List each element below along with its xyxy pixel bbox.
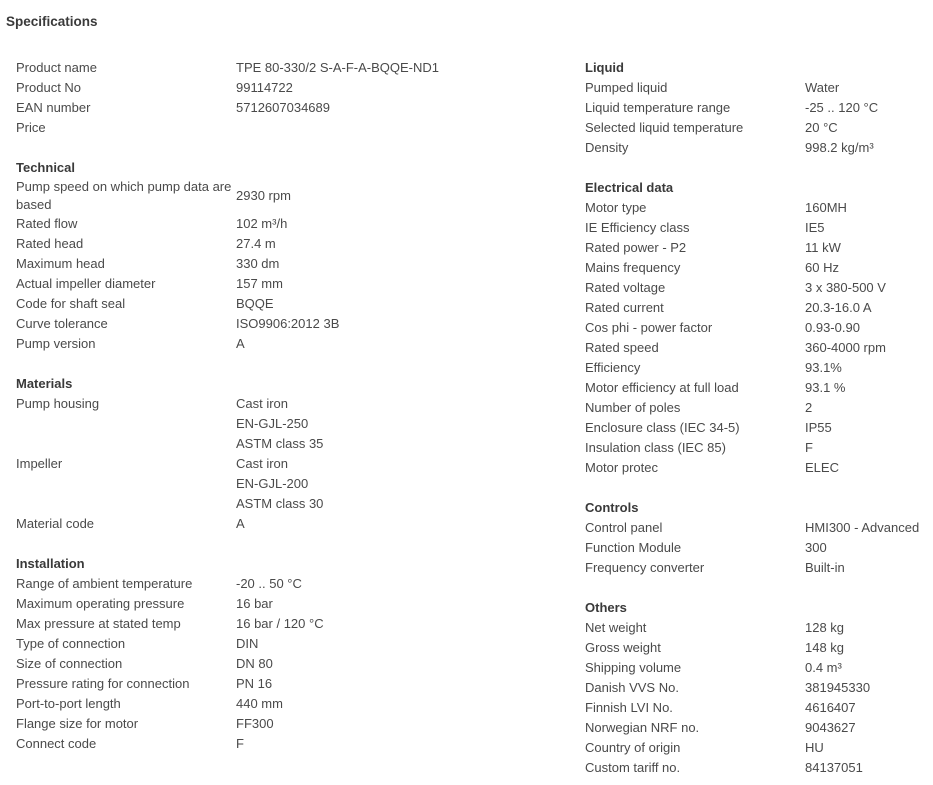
spec-row (16, 454, 556, 514)
spec-label: Rated power - P2 (585, 240, 687, 255)
spec-label: Efficiency (585, 360, 641, 375)
electrical-section (585, 178, 930, 478)
spec-row (585, 678, 930, 698)
section-title-technical: Technical (16, 160, 76, 175)
spec-label: Actual impeller diameter (16, 276, 156, 291)
spec-label: Country of origin (585, 740, 681, 755)
spec-label: Connect code (16, 736, 97, 751)
spec-label: Danish VVS No. (585, 680, 679, 695)
spec-label: EAN number (16, 100, 91, 115)
spec-value: 330 dm (236, 256, 280, 271)
technical-section (16, 158, 556, 354)
spec-label: IE Efficiency class (585, 220, 690, 235)
spec-value: HU (805, 740, 824, 755)
spec-row (16, 58, 556, 78)
spec-row (585, 378, 930, 398)
spec-value: 300 (805, 540, 827, 555)
spec-row (16, 274, 556, 294)
spec-value: 0.93-0.90 (805, 320, 860, 335)
spec-value: Water (805, 80, 840, 95)
spec-row (585, 618, 930, 638)
section-title-controls: Controls (585, 500, 639, 515)
spec-row (585, 558, 930, 578)
spec-label: Type of connection (16, 636, 126, 651)
spec-value: ELEC (805, 460, 839, 475)
spec-value: 99114722 (236, 80, 293, 95)
spec-row (16, 178, 556, 214)
spec-row (585, 138, 930, 158)
spec-label: Cos phi - power factor (585, 320, 713, 335)
spec-value: DIN (236, 636, 259, 651)
spec-row (16, 334, 556, 354)
spec-row (585, 758, 930, 778)
spec-value: 2930 rpm (236, 188, 291, 203)
spec-row (585, 438, 930, 458)
spec-value: FF300 (236, 716, 274, 731)
spec-label: Shipping volume (585, 660, 682, 675)
section-title-liquid: Liquid (585, 60, 624, 75)
spec-label: Pressure rating for connection (16, 676, 190, 691)
spec-value: -20 .. 50 °C (236, 576, 302, 591)
spec-value: IP55 (805, 420, 832, 435)
spec-value: -25 .. 120 °C (805, 100, 879, 115)
spec-value: 998.2 kg/m³ (805, 140, 874, 155)
spec-label: Material code (16, 516, 95, 531)
spec-label: Max pressure at stated temp (16, 616, 181, 631)
liquid-section (585, 58, 930, 158)
spec-label: Rated current (585, 300, 664, 315)
spec-row (16, 118, 556, 138)
right-column (585, 58, 930, 778)
spec-label: Function Module (585, 540, 682, 555)
spec-label: Mains frequency (585, 260, 681, 275)
spec-value: 381945330 (805, 680, 871, 695)
spec-value: DN 80 (236, 656, 273, 671)
spec-row (16, 294, 556, 314)
spec-label: Flange size for motor (16, 716, 139, 731)
spec-label: Curve tolerance (16, 316, 108, 331)
spec-label: Rated head (16, 236, 84, 251)
spec-row (585, 358, 930, 378)
spec-value-line: Cast iron (236, 456, 289, 471)
spec-row (585, 418, 930, 438)
installation-section (16, 554, 556, 754)
spec-value: F (805, 440, 813, 455)
spec-label: Product name (16, 60, 97, 75)
spec-row (585, 98, 930, 118)
spec-label: Rated speed (585, 340, 659, 355)
spec-row (16, 314, 556, 334)
spec-label: Selected liquid temperature (585, 120, 744, 135)
spec-label: Gross weight (585, 640, 661, 655)
spec-row (585, 738, 930, 758)
spec-value: A (236, 336, 245, 351)
spec-value (236, 454, 556, 514)
spec-row (585, 718, 930, 738)
spec-row (16, 78, 556, 98)
left-column (16, 58, 556, 754)
spec-label: Product No (16, 80, 82, 95)
spec-row (16, 514, 556, 534)
spec-label: Pumped liquid (585, 80, 668, 95)
spec-value: 93.1% (805, 360, 842, 375)
spec-value: 27.4 m (236, 236, 276, 251)
spec-row (16, 734, 556, 754)
spec-value: 148 kg (805, 640, 845, 655)
spec-label: Control panel (585, 520, 663, 535)
spec-row (585, 658, 930, 678)
spec-value: 20 °C (805, 120, 838, 135)
spec-row (585, 278, 930, 298)
spec-label: Insulation class (IEC 85) (585, 440, 726, 455)
spec-row (585, 458, 930, 478)
spec-value: 93.1 % (805, 380, 846, 395)
spec-label: Size of connection (16, 656, 123, 671)
spec-value: 20.3-16.0 A (805, 300, 872, 315)
section-title-materials: Materials (16, 376, 73, 391)
spec-value: 2 (805, 400, 813, 415)
spec-value: 128 kg (805, 620, 845, 635)
spec-row (16, 594, 556, 614)
spec-row (16, 214, 556, 234)
spec-value: IE5 (805, 220, 825, 235)
spec-value: ISO9906:2012 3B (236, 316, 340, 331)
spec-value: HMI300 - Advanced (805, 520, 920, 535)
spec-row (585, 698, 930, 718)
page-title: Specifications (6, 14, 98, 29)
spec-row (585, 238, 930, 258)
spec-label: Rated voltage (585, 280, 666, 295)
spec-row (585, 118, 930, 138)
spec-value: 440 mm (236, 696, 283, 711)
spec-label: Range of ambient temperature (16, 576, 193, 591)
spec-row (585, 218, 930, 238)
spec-value-line: EN-GJL-200 (236, 476, 309, 491)
spec-value: Built-in (805, 560, 845, 575)
spec-label: Frequency converter (585, 560, 705, 575)
spec-row (16, 98, 556, 118)
spec-row (585, 398, 930, 418)
spec-value-line: ASTM class 30 (236, 496, 324, 511)
others-section (585, 598, 930, 778)
section-title-electrical: Electrical data (585, 180, 674, 195)
spec-value (236, 394, 556, 454)
section-title-others: Others (585, 600, 627, 615)
spec-value: 157 mm (236, 276, 283, 291)
spec-value-line: ASTM class 35 (236, 436, 324, 451)
spec-value: A (236, 516, 245, 531)
spec-label: Net weight (585, 620, 647, 635)
spec-value: 360-4000 rpm (805, 340, 886, 355)
spec-row (585, 198, 930, 218)
spec-label: Motor efficiency at full load (585, 380, 739, 395)
spec-value: 4616407 (805, 700, 856, 715)
spec-value: PN 16 (236, 676, 273, 691)
spec-row (585, 78, 930, 98)
spec-row (16, 574, 556, 594)
spec-value: 9043627 (805, 720, 856, 735)
spec-value: BQQE (236, 296, 274, 311)
spec-label: Maximum operating pressure (16, 596, 185, 611)
spec-label: Price (16, 120, 46, 135)
spec-row (16, 394, 556, 454)
spec-row (585, 258, 930, 278)
spec-label: Pump version (16, 336, 96, 351)
spec-label: Pump speed on which pump data are based (16, 179, 232, 212)
spec-value: 60 Hz (805, 260, 839, 275)
spec-label: Enclosure class (IEC 34-5) (585, 420, 740, 435)
spec-row (585, 338, 930, 358)
spec-row (585, 538, 930, 558)
spec-label: Pump housing (16, 396, 100, 411)
spec-value: 102 m³/h (236, 216, 288, 231)
spec-label: Motor protec (585, 460, 658, 475)
spec-label: Norwegian NRF no. (585, 720, 700, 735)
spec-value-line: Cast iron (236, 396, 289, 411)
spec-label: Finnish LVI No. (585, 700, 673, 715)
spec-value: 5712607034689 (236, 100, 330, 115)
spec-value: 11 kW (805, 240, 841, 255)
spec-label: Number of poles (585, 400, 681, 415)
spec-value: F (236, 736, 244, 751)
spec-value: 0.4 m³ (805, 660, 842, 675)
spec-value: 3 x 380-500 V (805, 280, 886, 295)
spec-row (585, 318, 930, 338)
spec-row (16, 614, 556, 634)
spec-value: 16 bar / 120 °C (236, 616, 324, 631)
spec-row (16, 714, 556, 734)
spec-row (16, 234, 556, 254)
section-title-installation: Installation (16, 556, 85, 571)
spec-value-line: EN-GJL-250 (236, 416, 309, 431)
spec-label: Code for shaft seal (16, 296, 126, 311)
spec-row (585, 298, 930, 318)
spec-row (585, 518, 930, 538)
spec-label: Custom tariff no. (585, 760, 681, 775)
spec-label: Port-to-port length (16, 696, 121, 711)
spec-label: Impeller (16, 456, 63, 471)
spec-value: TPE 80-330/2 S-A-F-A-BQQE-ND1 (236, 60, 439, 75)
spec-value: 160MH (805, 200, 847, 215)
spec-row (16, 654, 556, 674)
spec-row (16, 694, 556, 714)
spec-label: Rated flow (16, 216, 78, 231)
spec-label: Liquid temperature range (585, 100, 731, 115)
spec-row (16, 674, 556, 694)
spec-row (16, 254, 556, 274)
spec-label: Maximum head (16, 256, 105, 271)
spec-value: 84137051 (805, 760, 863, 775)
spec-row (585, 638, 930, 658)
spec-value: 16 bar (236, 596, 273, 611)
general-section (16, 58, 556, 138)
spec-row (16, 634, 556, 654)
controls-section (585, 498, 930, 578)
spec-label: Density (585, 140, 629, 155)
materials-section (16, 374, 556, 534)
spec-label: Motor type (585, 200, 647, 215)
